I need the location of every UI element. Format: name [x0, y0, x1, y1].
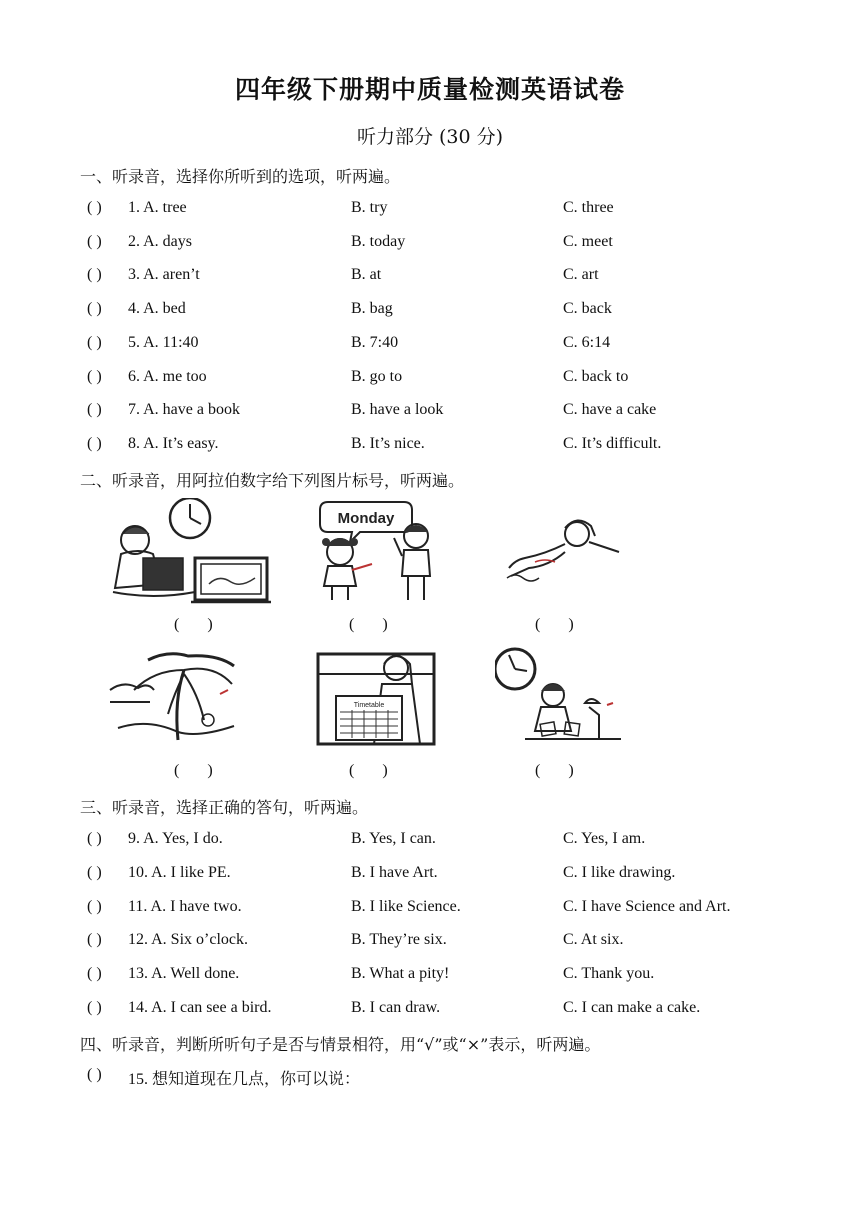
option-a: 12. A. Six o’clock.: [128, 931, 248, 948]
question-row: [0, 368, 860, 392]
option-b: B. I have Art.: [351, 864, 438, 881]
option-b: B. Yes, I can.: [351, 830, 436, 847]
answer-blank[interactable]: ( ): [87, 266, 102, 283]
option-c: C. art: [563, 266, 599, 283]
option-a: 11. A. I have two.: [128, 898, 242, 915]
option-b: B. go to: [351, 368, 403, 385]
option-a: 13. A. Well done.: [128, 965, 240, 982]
option-a: 10. A. I like PE.: [128, 864, 231, 881]
question-row: [0, 233, 860, 257]
option-c: C. meet: [563, 233, 613, 250]
option-c: C. Yes, I am.: [563, 830, 646, 847]
option-b: B. try: [351, 199, 388, 216]
option-a: 6. A. me too: [128, 368, 207, 385]
section-1-heading: 一、听录音，选择你所听到的选项，听两遍。: [80, 167, 401, 186]
answer-blank[interactable]: ( ): [87, 931, 102, 948]
picture-number-blank[interactable]: ( ): [349, 616, 388, 633]
question-row: [0, 931, 860, 955]
question-row: [0, 401, 860, 425]
option-c: C. 6:14: [563, 334, 611, 351]
question-row: [0, 965, 860, 989]
picture-number-blank[interactable]: ( ): [349, 762, 388, 779]
answer-blank[interactable]: ( ): [87, 830, 102, 847]
question-row: [0, 435, 860, 459]
option-a: 14. A. I can see a bird.: [128, 999, 272, 1016]
option-c: C. back: [563, 300, 612, 317]
page-subtitle: 听力部分 (30 分): [356, 126, 504, 148]
answer-blank[interactable]: ( ): [87, 199, 102, 216]
option-c: C. I like drawing.: [563, 864, 676, 881]
answer-blank[interactable]: ( ): [87, 401, 102, 418]
answer-blank[interactable]: ( ): [87, 965, 102, 982]
option-c: C. three: [563, 199, 614, 216]
option-a: 2. A. days: [128, 233, 192, 250]
option-a: 3. A. aren’t: [128, 266, 200, 283]
option-b: B. 7:40: [351, 334, 399, 351]
option-a: 9. A. Yes, I do.: [128, 830, 223, 847]
option-b: B. have a look: [351, 401, 444, 418]
question-row: [0, 1066, 860, 1090]
picture-kids-monday: [306, 496, 456, 604]
answer-blank[interactable]: ( ): [87, 999, 102, 1016]
option-a: 4. A. bed: [128, 300, 186, 317]
option-c: C. I have Science and Art.: [563, 898, 731, 915]
question-text: 15. 想知道现在几点，你可以说：: [128, 1071, 361, 1088]
picture-boy-at-desk: [495, 643, 625, 749]
picture-girl-swimming: [505, 512, 625, 592]
option-b: B. I like Science.: [351, 898, 461, 915]
picture-boy-watching-tv: [105, 498, 275, 610]
option-b: B. at: [351, 266, 382, 283]
question-row: [0, 830, 860, 854]
option-a: 7. A. have a book: [128, 401, 240, 418]
picture-number-blank[interactable]: ( ): [535, 616, 574, 633]
section-2-heading: 二、听录音，用阿拉伯数字给下列图片标号，听两遍。: [80, 471, 465, 490]
question-row: [0, 300, 860, 324]
question-row: [0, 199, 860, 223]
option-b: B. What a pity!: [351, 965, 450, 982]
answer-blank[interactable]: ( ): [87, 300, 102, 317]
option-b: B. It’s nice.: [351, 435, 425, 452]
option-a: 8. A. It’s easy.: [128, 435, 219, 452]
answer-blank[interactable]: ( ): [87, 1066, 102, 1083]
section-3-heading: 三、听录音，选择正确的答句，听两遍。: [80, 798, 369, 817]
page-title: 四年级下册期中质量检测英语试卷: [234, 75, 625, 104]
option-b: B. I can draw.: [351, 999, 441, 1016]
option-c: C. I can make a cake.: [563, 999, 701, 1016]
option-c: C. It’s difficult.: [563, 435, 662, 452]
option-a: 1. A. tree: [128, 199, 187, 216]
picture-number-blank[interactable]: ( ): [535, 762, 574, 779]
question-row: [0, 334, 860, 358]
question-row: [0, 864, 860, 888]
option-c: C. back to: [563, 368, 629, 385]
option-a: 5. A. 11:40: [128, 334, 199, 351]
answer-blank[interactable]: ( ): [87, 233, 102, 250]
answer-blank[interactable]: ( ): [87, 864, 102, 881]
speech-bubble-text: Monday: [337, 510, 395, 527]
option-b: B. bag: [351, 300, 393, 317]
option-b: B. today: [351, 233, 406, 250]
question-row: [0, 898, 860, 922]
picture-number-blank[interactable]: ( ): [174, 616, 213, 633]
answer-blank[interactable]: ( ): [87, 334, 102, 351]
timetable-label: Timetable: [353, 702, 385, 709]
answer-blank[interactable]: ( ): [87, 435, 102, 452]
option-c: C. At six.: [563, 931, 624, 948]
picture-tree-by-river: [108, 650, 238, 742]
option-c: C. have a cake: [563, 401, 657, 418]
option-c: C. Thank you.: [563, 965, 655, 982]
answer-blank[interactable]: ( ): [87, 898, 102, 915]
question-row: [0, 999, 860, 1023]
answer-blank[interactable]: ( ): [87, 368, 102, 385]
picture-number-blank[interactable]: ( ): [174, 762, 213, 779]
option-b: B. They’re six.: [351, 931, 447, 948]
section-4-heading: 四、听录音，判断所听句子是否与情景相符，用“√”或“×”表示，听两遍。: [80, 1035, 601, 1054]
question-row: [0, 266, 860, 290]
picture-teacher-timetable: [316, 650, 436, 750]
